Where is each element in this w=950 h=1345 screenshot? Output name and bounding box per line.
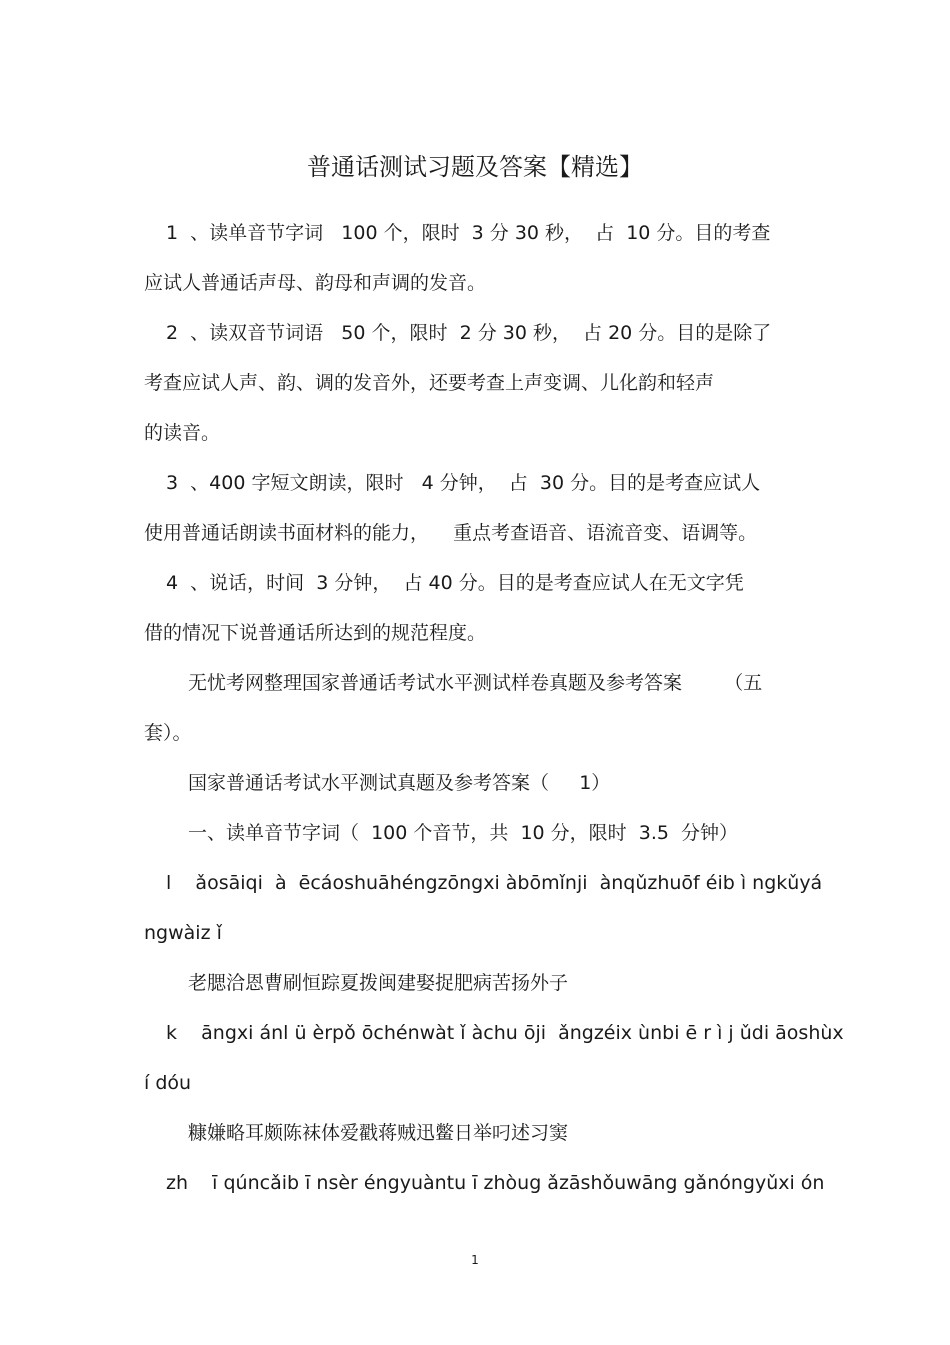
paragraph-line: 使用普通话朗读书面材料的能力， 重点考查语音、语流音变、语调等。 <box>144 522 758 544</box>
paragraph-line: 3 、400 字短文朗读，限时 4 分钟， 占 30 分。目的是考查应试人 <box>166 472 761 494</box>
hanzi-line: 老腮洽恩曹刷恒踪夏拨闽建娶捉肥病苦扬外子 <box>188 972 569 994</box>
pinyin-line: l ǎosāiqi à ēcáoshuāhéngzōngxi àbōmǐnji ànqǔzhuōf éib ì ngkǔyá <box>166 872 823 894</box>
hanzi-line: 糠嫌略耳颇陈袜体爱戳蒋贼迅鳖日举叼述习窦 <box>188 1122 569 1144</box>
paragraph-line: 考查应试人声、韵、调的发音外，还要考查上声变调、儿化韵和轻声 <box>144 372 715 394</box>
section-heading: 国家普通话考试水平测试真题及参考答案（ 1） <box>188 772 611 794</box>
pinyin-line: zh ī qúncǎib ī nsèr éngyuàntu ī zhòug ǎzāshǒuwāng gǎnóngyǔxi ón <box>166 1172 825 1194</box>
pinyin-line: k āngxi ánl ü èrpǒ ōchénwàt ǐ àchu ōji ǎngzéix ùnbi ē r ì j ǔdi āoshùx <box>166 1022 844 1044</box>
pinyin-line: í dóu <box>144 1072 192 1094</box>
paragraph-line: 1 、读单音节字词 100 个，限时 3 分 30 秒， 占 10 分。目的考查 <box>166 222 771 244</box>
section-heading: 一、读单音节字词（ 100 个音节，共 10 分，限时 3.5 分钟） <box>188 822 739 844</box>
paragraph-line: 借的情况下说普通话所达到的规范程度。 <box>144 622 487 644</box>
paragraph-line: 应试人普通话声母、韵母和声调的发音。 <box>144 272 487 294</box>
page-number: 1 <box>471 1253 479 1267</box>
document-title: 普通话测试习题及答案【精选】 <box>307 153 643 181</box>
paragraph-line: 的读音。 <box>144 422 221 444</box>
paragraph-line: 套）。 <box>144 722 192 744</box>
paragraph-line: 4 、说话，时间 3 分钟， 占 40 分。目的是考查应试人在无文字凭 <box>166 572 744 594</box>
paragraph-line: 无忧考网整理国家普通话考试水平测试样卷真题及参考答案 （五 <box>188 672 763 694</box>
paragraph-line: 2 、读双音节词语 50 个，限时 2 分 30 秒， 占 20 分。目的是除了 <box>166 322 772 344</box>
pinyin-line: ngwàiz ǐ <box>144 922 222 944</box>
